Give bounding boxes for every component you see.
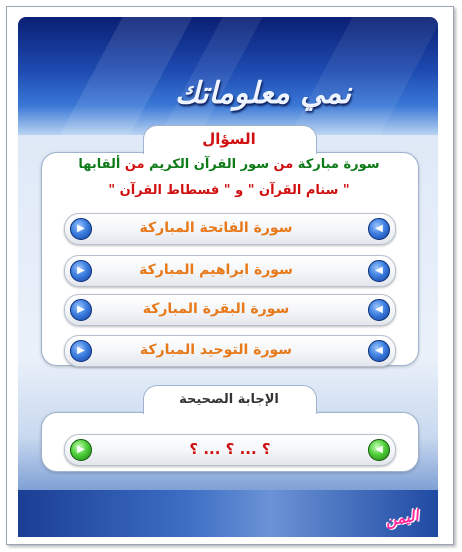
answer-option-label[interactable]: سورة الفاتحة المباركة	[139, 220, 293, 236]
play-left-icon[interactable]: ◀	[368, 439, 390, 461]
play-left-icon[interactable]: ◀	[368, 218, 390, 240]
answer-option-label[interactable]: سورة البقرة المباركة	[142, 301, 290, 317]
answer-title: الإجابة الصحيحة	[179, 392, 279, 407]
answer-value: ؟ ... ؟ ... ؟	[189, 440, 271, 458]
play-right-icon[interactable]: ▶	[70, 439, 92, 461]
question-text-line2: " سنام القرآن " و " فسطاط القرآن "	[108, 183, 350, 198]
question-text-segment: ألقابها	[78, 157, 125, 172]
question-text-segment: من	[273, 157, 294, 172]
play-right-icon[interactable]: ▶	[70, 340, 92, 362]
question-text-line1	[42, 157, 416, 172]
signature: اليمن	[384, 506, 420, 530]
play-right-icon[interactable]: ▶	[70, 299, 92, 321]
play-right-icon[interactable]: ▶	[70, 260, 92, 282]
play-left-icon[interactable]: ◀	[368, 260, 390, 282]
answer-option-label[interactable]: سورة ابراهيم المباركة	[139, 262, 293, 278]
header-banner	[18, 17, 438, 135]
play-right-icon[interactable]: ▶	[70, 218, 92, 240]
play-left-icon[interactable]: ◀	[368, 299, 390, 321]
question-text-segment: سورة مباركة	[293, 157, 380, 172]
question-title: السؤال	[202, 130, 256, 148]
play-left-icon[interactable]: ◀	[368, 340, 390, 362]
question-text-segment: سور القرآن الكريم	[144, 157, 274, 172]
logo-text: نمي معلوماتك	[175, 76, 351, 111]
question-text-segment: من	[124, 157, 145, 172]
answer-option-label[interactable]: سورة التوحيد المباركة	[139, 342, 293, 358]
